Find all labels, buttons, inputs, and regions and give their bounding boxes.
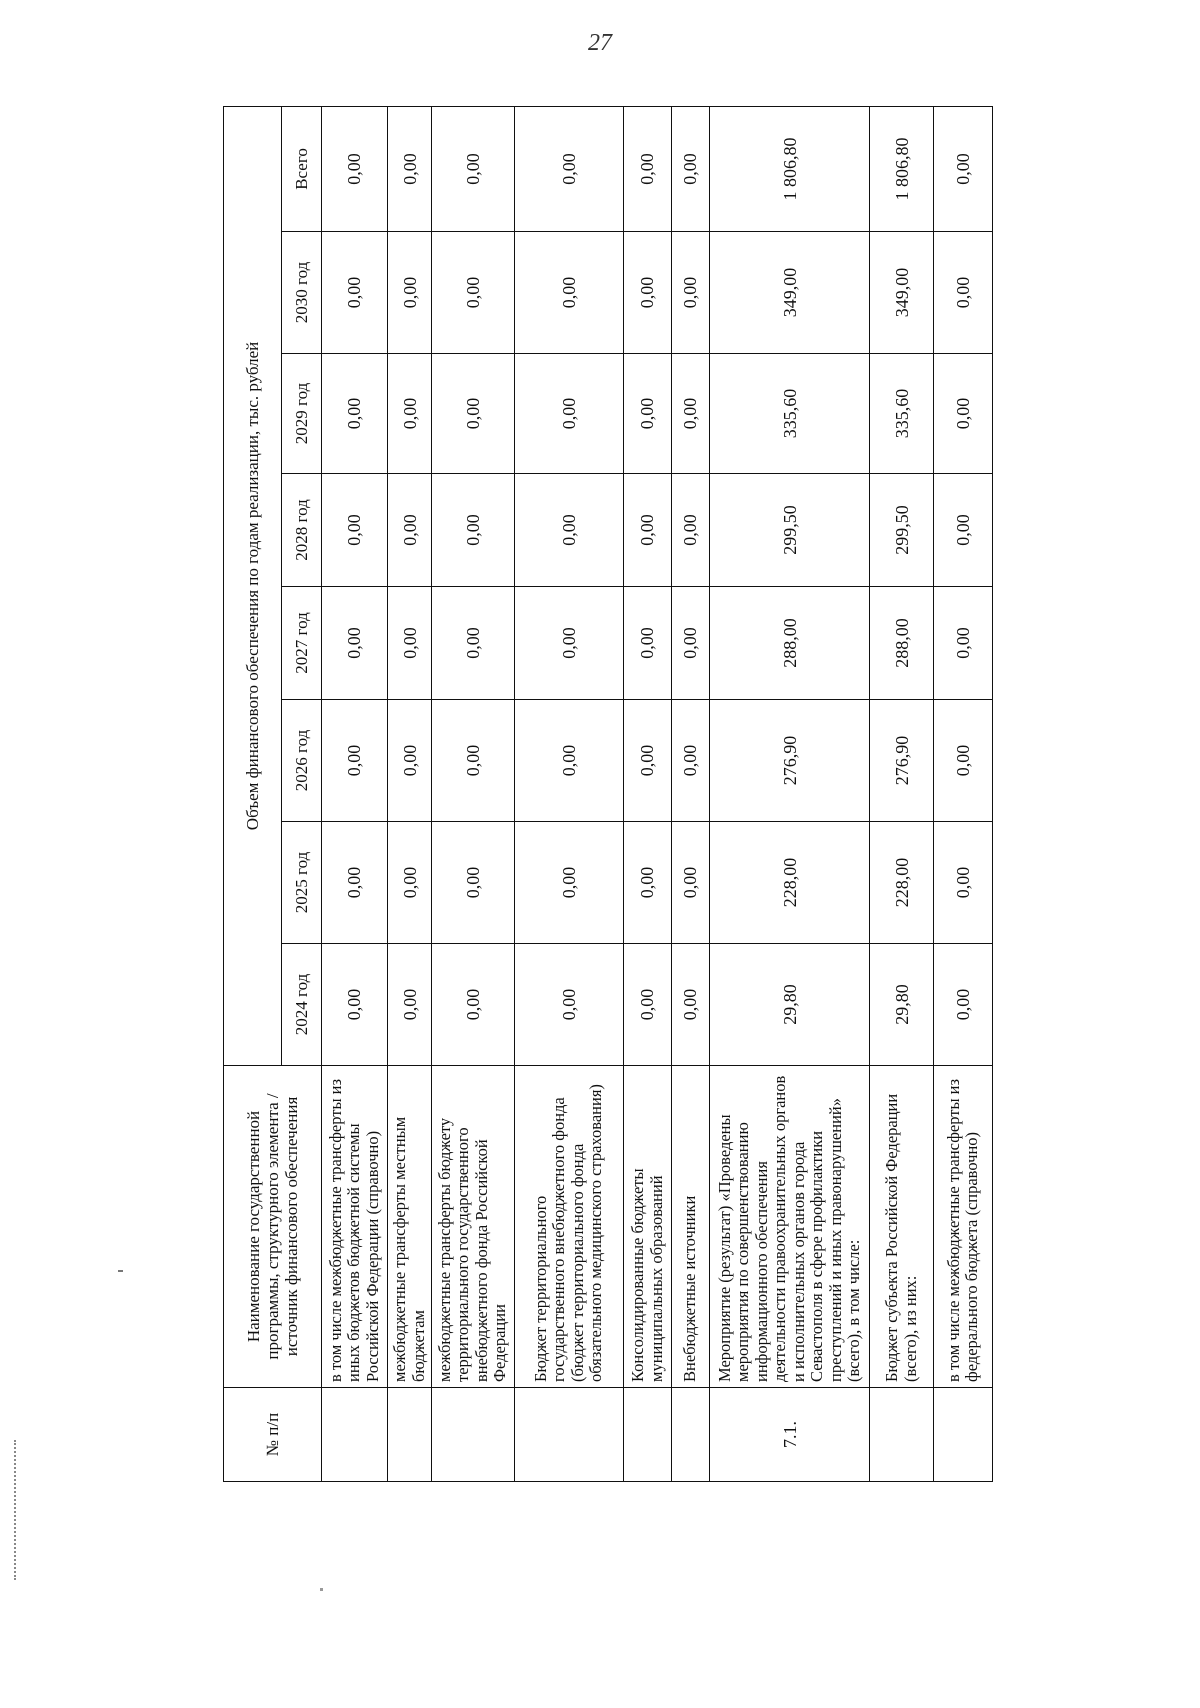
row-year-value: 29,80 (870, 944, 934, 1066)
scan-artifact (320, 1588, 323, 1591)
header-year: 2029 год (282, 354, 322, 474)
row-year-value: 0,00 (432, 587, 515, 700)
row-name: Внебюджетные источники (672, 1066, 710, 1388)
row-total-value: 0,00 (623, 106, 671, 231)
row-year-value: 0,00 (322, 354, 388, 474)
row-index: 7.1. (709, 1388, 869, 1482)
row-year-value: 0,00 (514, 232, 623, 354)
row-total-value: 1 806,80 (870, 106, 934, 231)
header-group: Объем финансового обеспечения по годам реализации, тыс. рублей (224, 106, 282, 1065)
row-year-value: 0,00 (934, 232, 993, 354)
row-total-value: 0,00 (672, 106, 710, 231)
row-year-value: 299,50 (709, 474, 869, 587)
row-total-value: 1 806,80 (709, 106, 869, 231)
row-year-value: 349,00 (870, 232, 934, 354)
header-total: Всего (282, 106, 322, 231)
row-year-value: 0,00 (623, 944, 671, 1066)
row-year-value: 0,00 (934, 822, 993, 944)
row-year-value: 0,00 (432, 822, 515, 944)
row-total-value: 0,00 (432, 106, 515, 231)
row-year-value: 0,00 (514, 700, 623, 822)
row-year-value: 0,00 (672, 474, 710, 587)
row-year-value: 0,00 (934, 587, 993, 700)
row-year-value: 0,00 (388, 700, 432, 822)
row-year-value: 335,60 (709, 354, 869, 474)
row-year-value: 0,00 (514, 822, 623, 944)
row-year-value: 0,00 (388, 822, 432, 944)
row-year-value: 0,00 (623, 587, 671, 700)
row-year-value: 0,00 (388, 354, 432, 474)
row-year-value: 0,00 (322, 474, 388, 587)
header-year: 2027 год (282, 587, 322, 700)
row-total-value: 0,00 (934, 106, 993, 231)
row-name: межбюджетные трансферты местным бюджетам (388, 1066, 432, 1388)
row-year-value: 0,00 (934, 700, 993, 822)
table-row (514, 106, 623, 1481)
row-year-value: 0,00 (514, 587, 623, 700)
row-name: в том числе межбюджетные трансферты из федерального бюджета (справочно) (934, 1066, 993, 1388)
row-year-value: 349,00 (709, 232, 869, 354)
financing-table (223, 106, 993, 1482)
table-row (623, 106, 671, 1481)
row-name: Консолидированные бюджеты муниципальных образований (623, 1066, 671, 1388)
row-year-value: 0,00 (934, 944, 993, 1066)
row-year-value: 0,00 (322, 232, 388, 354)
row-year-value: 0,00 (672, 354, 710, 474)
row-index (322, 1388, 388, 1482)
page-number: 27 (588, 30, 612, 56)
row-year-value: 228,00 (709, 822, 869, 944)
header-year: 2026 год (282, 700, 322, 822)
row-year-value: 0,00 (623, 700, 671, 822)
row-year-value: 0,00 (623, 232, 671, 354)
row-year-value: 0,00 (623, 354, 671, 474)
row-year-value: 0,00 (672, 822, 710, 944)
row-year-value: 0,00 (623, 474, 671, 587)
row-year-value: 0,00 (322, 587, 388, 700)
row-index (388, 1388, 432, 1482)
row-name: в том числе межбюджетные трансферты из иных бюджетов бюджетной системы Российской Федерации (справочно) (322, 1066, 388, 1388)
row-year-value: 299,50 (870, 474, 934, 587)
row-index (514, 1388, 623, 1482)
row-year-value: 0,00 (432, 232, 515, 354)
row-year-value: 0,00 (388, 474, 432, 587)
table-row (709, 106, 869, 1481)
row-total-value: 0,00 (388, 106, 432, 231)
table-row (432, 106, 515, 1481)
row-year-value: 288,00 (709, 587, 869, 700)
table-row (322, 106, 388, 1481)
row-name: Бюджет территориального государственного внебюджетного фонда (бюджет территориального фонда обязательного медицинского страхования) (514, 1066, 623, 1388)
header-index: № п/п (224, 1388, 322, 1482)
scan-artifact (118, 1270, 123, 1272)
row-year-value: 0,00 (388, 232, 432, 354)
row-year-value: 0,00 (432, 944, 515, 1066)
row-year-value: 288,00 (870, 587, 934, 700)
row-year-value: 0,00 (432, 474, 515, 587)
row-year-value: 29,80 (709, 944, 869, 1066)
row-year-value: 0,00 (514, 474, 623, 587)
row-year-value: 0,00 (672, 944, 710, 1066)
row-total-value: 0,00 (322, 106, 388, 231)
row-year-value: 0,00 (672, 700, 710, 822)
row-year-value: 228,00 (870, 822, 934, 944)
row-year-value: 0,00 (322, 700, 388, 822)
row-index (432, 1388, 515, 1482)
row-year-value: 0,00 (322, 822, 388, 944)
row-year-value: 0,00 (934, 474, 993, 587)
header-name: Наименование государственной программы, структурного элемента / источник финансового обеспечения (224, 1066, 322, 1388)
row-index (623, 1388, 671, 1482)
header-year: 2030 год (282, 232, 322, 354)
row-year-value: 0,00 (432, 700, 515, 822)
scan-artifact (14, 1440, 18, 1580)
row-year-value: 0,00 (322, 944, 388, 1066)
row-year-value: 0,00 (623, 822, 671, 944)
header-year: 2025 год (282, 822, 322, 944)
row-name: межбюджетные трансферты бюджету территориального государственного внебюджетного фонда Российской Федерации (432, 1066, 515, 1388)
financing-table-container (223, 107, 993, 1482)
table-row (388, 106, 432, 1481)
row-year-value: 0,00 (514, 944, 623, 1066)
row-year-value: 0,00 (432, 354, 515, 474)
table-row (672, 106, 710, 1481)
row-year-value: 276,90 (709, 700, 869, 822)
row-year-value: 276,90 (870, 700, 934, 822)
row-year-value: 0,00 (672, 232, 710, 354)
row-index (870, 1388, 934, 1482)
row-year-value: 0,00 (388, 944, 432, 1066)
row-index (934, 1388, 993, 1482)
row-year-value: 335,60 (870, 354, 934, 474)
table-row (870, 106, 934, 1481)
row-name: Бюджет субъекта Российской Федерации (всего), из них: (870, 1066, 934, 1388)
row-year-value: 0,00 (388, 587, 432, 700)
row-name: Мероприятие (результат) «Проведены мероприятия по совершенствованию информационного обеспечения деятельности правоохранительных органов и исполнительных органов города Севастополя в сфере профилактики преступлений и иных правонарушений» (всего), в том числе: (709, 1066, 869, 1388)
header-year: 2028 год (282, 474, 322, 587)
row-index (672, 1388, 710, 1482)
table-row (934, 106, 993, 1481)
header-year: 2024 год (282, 944, 322, 1066)
row-year-value: 0,00 (934, 354, 993, 474)
row-year-value: 0,00 (672, 587, 710, 700)
row-total-value: 0,00 (514, 106, 623, 231)
row-year-value: 0,00 (514, 354, 623, 474)
